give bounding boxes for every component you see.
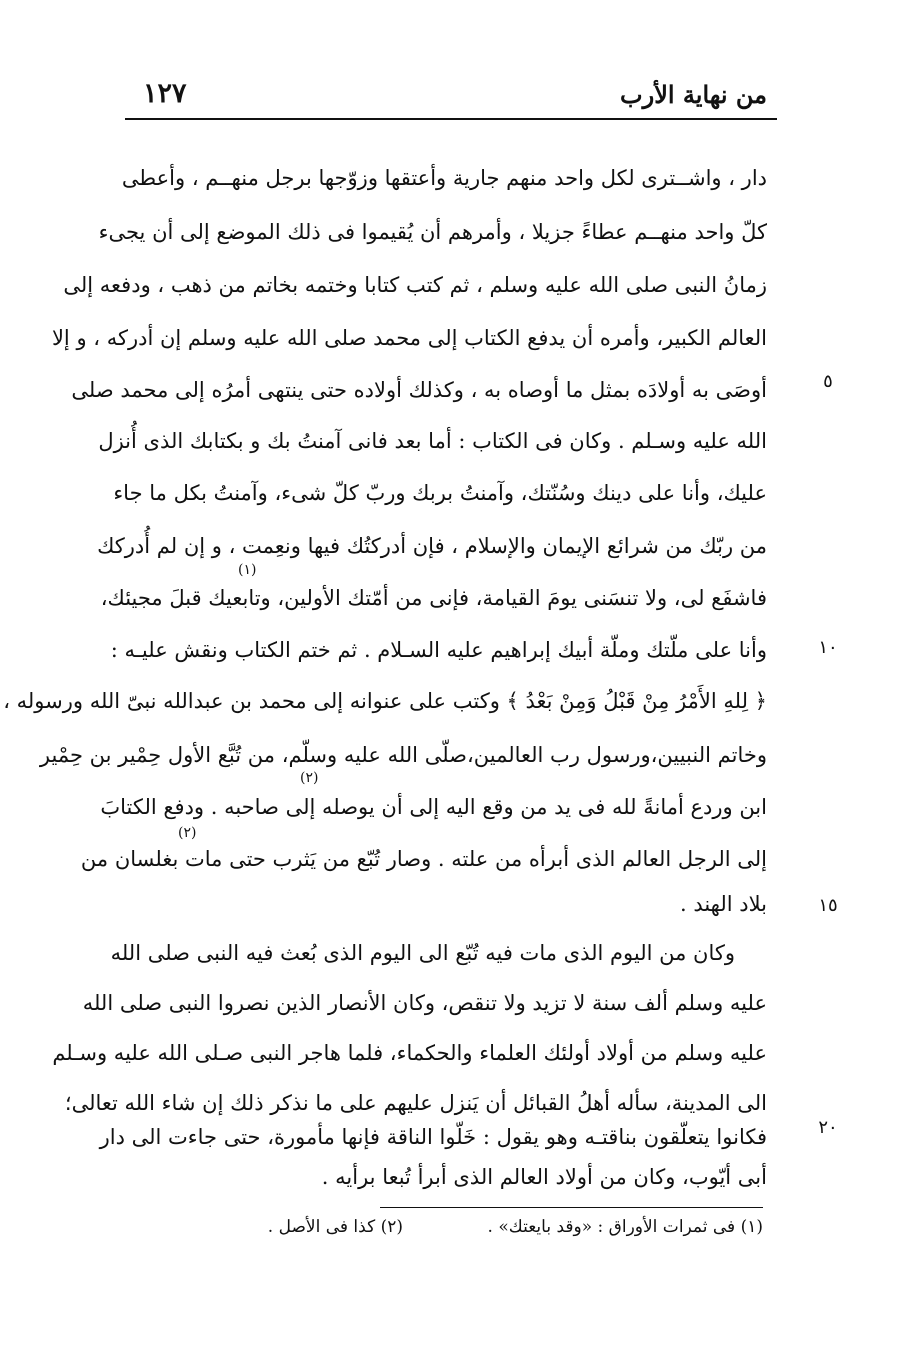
text-line: عليك، وأنا على دينك وسُنّتك، وآمنتُ بربك وربّ كلّ شىء، وآمنتُ بكل ما جاء bbox=[113, 481, 767, 505]
text-line: زمانُ النبى صلى الله عليه وسلم ، ثم كتب كتابا وختمه بخاتم من ذهب ، ودفعه إلى bbox=[63, 273, 767, 297]
header-rule bbox=[125, 118, 777, 120]
text-line: دار ، واشــترى لكل واحد منهم جارية وأعتقها وزوّجها برجل منهــم ، وأعطى bbox=[121, 166, 767, 190]
text-line: الله عليه وسـلم . وكان فى الكتاب : أما بعد فانى آمنتُ بك و بكتابك الذى أُنزل bbox=[98, 429, 767, 453]
text-line: فكانوا يتعلّقون بناقتـه وهو يقول : خَلّوا الناقة فإنها مأمورة، حتى جاءت الى دار bbox=[99, 1125, 767, 1149]
text-line: إلى الرجل العالم الذى أبرأه من علته . وصار تُبّع من يَثرب حتى مات بغلسان من bbox=[80, 847, 767, 871]
page-number: ١٢٧ bbox=[143, 78, 187, 109]
footnote-1: (١) فى ثمرات الأوراق : «وقد بايعتك» . bbox=[487, 1217, 763, 1237]
text-line: ابن وردع أمانةً لله فى يد من وقع اليه إلى أن يوصله إلى صاحبه . ودفع الكتابَ bbox=[100, 795, 767, 819]
text-line: أبى أيّوب، وكان من أولاد العالم الذى أبرأ تُبعا برأيه . bbox=[321, 1165, 767, 1189]
text-line: كلّ واحد منهــم عطاءً جزيلا ، وأمرهم أن يُقيموا فى ذلك الموضع إلى أن يجىء bbox=[98, 220, 767, 244]
text-line: عليه وسلم من أولاد أولئك العلماء والحكماء، فلما هاجر النبى صـلى الله عليه وسـلم bbox=[52, 1041, 767, 1065]
text-line: عليه وسلم ألف سنة لا تزيد ولا تنقص، وكان الأنصار الذين نصروا النبى صلى الله bbox=[82, 991, 767, 1015]
text-line: فاشفَع لى، ولا تنسَنى يومَ القيامة، فإنى من أمّتك الأولين، وتابعيك قبلَ مجيئك، bbox=[100, 586, 767, 610]
footnote-marker: (٢) bbox=[300, 770, 319, 786]
page-header bbox=[125, 72, 777, 122]
text-line: الى المدينة، سأله أهلُ القبائل أن يَنزل عليهم على ما نذكر ذلك إن شاء الله تعالى؛ bbox=[64, 1091, 767, 1115]
running-title: من نهاية الأرب bbox=[620, 80, 767, 109]
text-line: وكان من اليوم الذى مات فيه تُبّع الى اليوم الذى بُعث فيه النبى صلى الله bbox=[110, 941, 735, 965]
text-line: ﴿ لِلهِ الأَمْرُ مِنْ قَبْلُ وَمِنْ بَعْدُ ﴾ وكتب على عنوانه إلى محمد بن عبدالله نبىّ الله ورسوله ، bbox=[3, 689, 767, 713]
line-number: ١٥ bbox=[818, 895, 838, 916]
footnote-rule bbox=[380, 1207, 763, 1208]
text-line: من ربّك من شرائع الإيمان والإسلام ، فإن أدركتُك فيها ونعِمت ، و إن لم أُدركك bbox=[97, 534, 767, 558]
text-line: أوصَى به أولادَه بمثل ما أوصاه به ، وكذلك أولاده حتى ينتهى أمرُه إلى محمد صلى bbox=[71, 378, 767, 402]
footnote-marker: (١) bbox=[238, 562, 257, 578]
line-number: ٢٠ bbox=[818, 1117, 838, 1138]
footnote-2: (٢) كذا فى الأصل . bbox=[267, 1217, 403, 1237]
line-number: ١٠ bbox=[818, 637, 838, 658]
line-number: ٥ bbox=[823, 371, 833, 392]
text-line: وخاتم النبيين،ورسول رب العالمين،صلّى الله عليه وسلّم، من تُبَّع الأول حِمْير بن حِمْير bbox=[39, 743, 767, 767]
text-line: وأنا على ملّتك وملّة أبيك إبراهيم عليه السـلام . ثم ختم الكتاب ونقش عليـه : bbox=[110, 638, 767, 662]
text-line: العالم الكبير، وأمره أن يدفع الكتاب إلى محمد صلى الله عليه وسلم إن أدركه ، و إلا bbox=[51, 326, 767, 350]
footnote-marker: (٢) bbox=[178, 825, 197, 841]
text-line: بلاد الهند . bbox=[679, 892, 767, 916]
